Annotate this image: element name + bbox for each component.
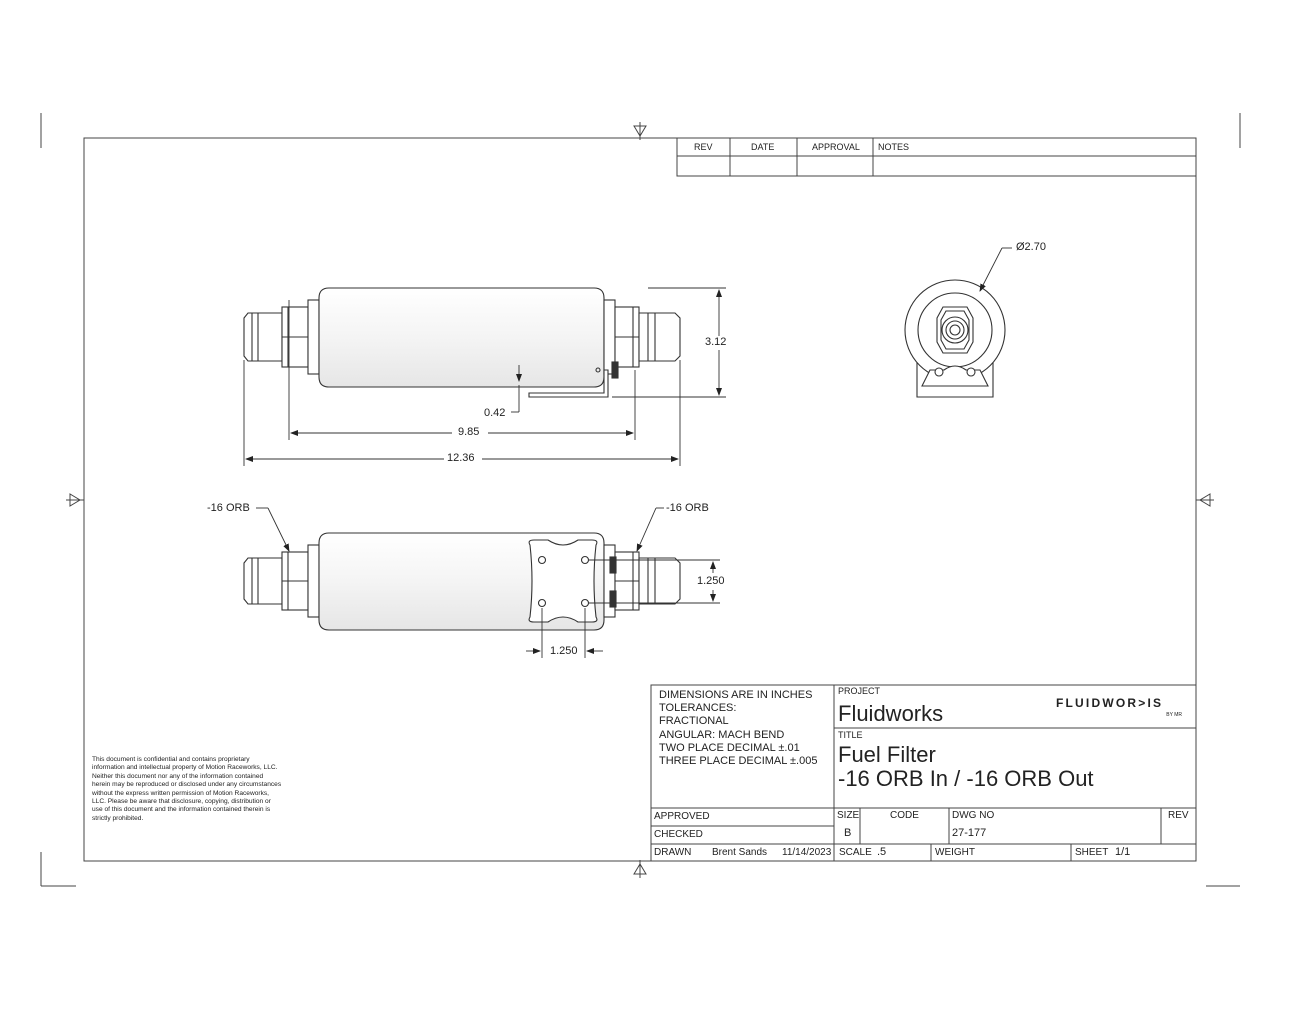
dim-offset: 0.42 bbox=[484, 407, 506, 419]
weight-label: WEIGHT bbox=[935, 847, 975, 858]
rev-label: REV bbox=[1168, 810, 1189, 821]
drawn-label: DRAWN bbox=[654, 847, 692, 858]
dim-overall-length: 12.36 bbox=[447, 452, 475, 464]
filter-side-view bbox=[244, 288, 680, 397]
diameter-leader bbox=[980, 248, 1012, 291]
port-label-right: -16 ORB bbox=[666, 502, 709, 514]
dim-height: 3.12 bbox=[705, 336, 727, 348]
dim-mount-vertical: 1.250 bbox=[697, 575, 725, 587]
checked-label: CHECKED bbox=[654, 829, 703, 840]
approved-label: APPROVED bbox=[654, 811, 710, 822]
logo-sub: BY MR bbox=[1166, 712, 1182, 718]
dim-body-length: 9.85 bbox=[458, 426, 480, 438]
tolerances-block bbox=[659, 689, 817, 768]
tolerance-line: TOLERANCES: bbox=[659, 702, 737, 715]
logo-text: FLUIDWOR>IS bbox=[1056, 696, 1164, 710]
dwg-no-label: DWG NO bbox=[952, 810, 995, 821]
project-label: PROJECT bbox=[838, 686, 881, 696]
tolerance-line: DIMENSIONS ARE IN INCHES bbox=[659, 689, 813, 701]
date-header: DATE bbox=[751, 142, 775, 152]
approval-header: APPROVAL bbox=[812, 142, 860, 152]
size-label: SIZE bbox=[837, 810, 860, 821]
drawn-date: 11/14/2023 bbox=[782, 847, 832, 858]
tolerance-line: FRACTIONAL bbox=[659, 715, 729, 728]
dim-mount-horizontal: 1.250 bbox=[550, 645, 578, 657]
tolerance-line: THREE PLACE DECIMAL ±.005 bbox=[659, 755, 818, 768]
drawn-by: Brent Sands bbox=[712, 847, 768, 858]
tolerance-line: TWO PLACE DECIMAL ±.01 bbox=[659, 741, 800, 754]
tolerance-line: ANGULAR: MACH BEND bbox=[659, 728, 785, 741]
title-line-1: Fuel Filter bbox=[838, 742, 936, 767]
dim-diameter: Ø2.70 bbox=[1016, 241, 1046, 253]
scale-value: .5 bbox=[877, 846, 887, 858]
scale-label: SCALE bbox=[839, 847, 872, 858]
project-name: Fluidworks bbox=[838, 701, 944, 726]
title-line-2: -16 ORB In / -16 ORB Out bbox=[838, 766, 1094, 791]
sheet-value: 1/1 bbox=[1115, 846, 1131, 858]
rev-header: REV bbox=[694, 142, 713, 152]
confidentiality-note: This document is confidential and contains proprietary information and intellectual property of Motion Raceworks, LLC. Neither this document nor any of the information contained herein may be reproduced or disclosed under any circumstances without the express written permission of Motion Raceworks, LLC. Please be aware that disclosure, copying, distribution or use of this document and the information contained therein is strictly prohibited. bbox=[92, 756, 282, 822]
title-label: TITLE bbox=[838, 730, 863, 740]
code-label: CODE bbox=[890, 810, 919, 821]
dwg-no-value: 27-177 bbox=[952, 827, 987, 839]
sheet-label: SHEET bbox=[1075, 847, 1109, 858]
size-value: B bbox=[844, 827, 852, 839]
port-label-left: -16 ORB bbox=[207, 502, 250, 514]
filter-top-view bbox=[244, 533, 680, 630]
notes-header: NOTES bbox=[878, 142, 910, 152]
company-logo bbox=[1056, 696, 1188, 726]
filter-end-view bbox=[905, 280, 1005, 397]
